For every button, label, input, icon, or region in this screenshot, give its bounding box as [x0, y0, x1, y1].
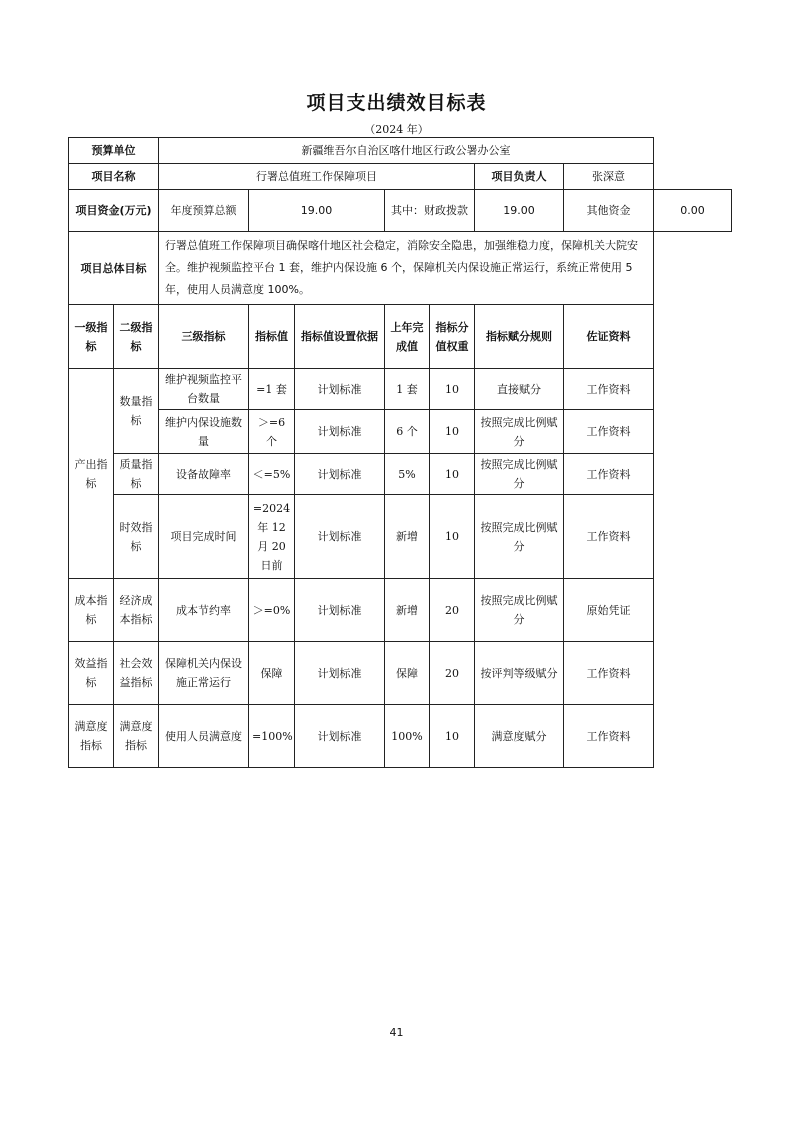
col-weight: 指标分值权重: [430, 305, 475, 369]
evidence-cell: 工作资料: [564, 642, 654, 705]
group-quantity: 数量指标: [114, 369, 159, 454]
page-title: 项目支出绩效目标表: [306, 92, 487, 114]
col-last-year: 上年完成值: [385, 305, 430, 369]
rule-cell: 按照完成比例赋分: [475, 495, 564, 579]
col-rule: 指标赋分规则: [475, 305, 564, 369]
value-cell: =100%: [249, 705, 295, 768]
value-cell: =2024 年 12 月 20 日前: [249, 495, 295, 579]
project-name-label: 项目名称: [69, 164, 159, 190]
rule-cell: 按评判等级赋分: [475, 642, 564, 705]
value-cell: =1 套: [249, 369, 295, 410]
table-row: [69, 705, 732, 768]
project-name-row: [69, 164, 732, 190]
value-cell: 保障: [249, 642, 295, 705]
basis-cell: 计划标准: [295, 454, 385, 495]
group-quality: 质量指标: [114, 454, 159, 495]
basis-cell: 计划标准: [295, 495, 385, 579]
table-row: [69, 579, 732, 642]
weight-cell: 10: [430, 369, 475, 410]
year-label: （2024 年）: [364, 123, 429, 136]
project-name-value: 行署总值班工作保障项目: [159, 164, 475, 190]
evidence-cell: 工作资料: [564, 454, 654, 495]
basis-cell: 计划标准: [295, 642, 385, 705]
group-timeliness: 时效指标: [114, 495, 159, 579]
indicator-cell: 设备故障率: [159, 454, 249, 495]
group-benefit: 效益指标: [69, 642, 114, 705]
group-satisfaction: 满意度指标: [69, 705, 114, 768]
group-satisfaction-sub: 满意度指标: [114, 705, 159, 768]
other-funds-value: 0.00: [654, 190, 732, 232]
table-row: [69, 495, 732, 579]
last-year-cell: 1 套: [385, 369, 430, 410]
basis-cell: 计划标准: [295, 410, 385, 454]
basis-cell: 计划标准: [295, 369, 385, 410]
evidence-cell: 工作资料: [564, 369, 654, 410]
last-year-cell: 100%: [385, 705, 430, 768]
goal-row: [69, 232, 732, 305]
table-row: [69, 642, 732, 705]
indicator-cell: 使用人员满意度: [159, 705, 249, 768]
indicator-cell: 项目完成时间: [159, 495, 249, 579]
basis-cell: 计划标准: [295, 705, 385, 768]
last-year-cell: 新增: [385, 495, 430, 579]
weight-cell: 10: [430, 410, 475, 454]
fiscal-value: 19.00: [475, 190, 564, 232]
evidence-cell: 工作资料: [564, 705, 654, 768]
last-year-cell: 新增: [385, 579, 430, 642]
weight-cell: 10: [430, 495, 475, 579]
funds-row: [69, 190, 732, 232]
rule-cell: 按照完成比例赋分: [475, 454, 564, 495]
other-funds-label: 其他资金: [564, 190, 654, 232]
col-basis: 指标值设置依据: [295, 305, 385, 369]
unit-label: 预算单位: [69, 138, 159, 164]
basis-cell: 计划标准: [295, 579, 385, 642]
col-level3: 三级指标: [159, 305, 249, 369]
value-cell: ＜=5%: [249, 454, 295, 495]
annual-budget-label: 年度预算总额: [159, 190, 249, 232]
indicator-cell: 保障机关内保设施正常运行: [159, 642, 249, 705]
project-owner-label: 项目负责人: [475, 164, 564, 190]
last-year-cell: 保障: [385, 642, 430, 705]
value-cell: ＞=6 个: [249, 410, 295, 454]
rule-cell: 按照完成比例赋分: [475, 410, 564, 454]
project-owner-value: 张深意: [564, 164, 654, 190]
weight-cell: 10: [430, 705, 475, 768]
funds-label: 项目资金(万元): [69, 190, 159, 232]
col-evidence: 佐证资料: [564, 305, 654, 369]
weight-cell: 10: [430, 454, 475, 495]
goal-label: 项目总体目标: [69, 232, 159, 305]
indicator-cell: 维护视频监控平台数量: [159, 369, 249, 410]
weight-cell: 20: [430, 642, 475, 705]
unit-row: [69, 138, 732, 164]
indicator-cell: 成本节约率: [159, 579, 249, 642]
rule-cell: 按照完成比例赋分: [475, 579, 564, 642]
goal-value: 行署总值班工作保障项目确保喀什地区社会稳定，消除安全隐患，加强维稳力度，保障机关大院安全。维护视频监控平台 1 套，维护内保设施 6 个，保障机关内保设施正常运行，系统正常使用 5 年，使用人员满意度 100%。: [159, 232, 654, 305]
fiscal-label: 其中：财政拨款: [385, 190, 475, 232]
group-econ-cost: 经济成本指标: [114, 579, 159, 642]
group-social-benefit: 社会效益指标: [114, 642, 159, 705]
indicator-cell: 维护内保设施数量: [159, 410, 249, 454]
column-header-row: [69, 305, 732, 369]
evidence-cell: 工作资料: [564, 410, 654, 454]
performance-table: [68, 137, 732, 768]
rule-cell: 直接赋分: [475, 369, 564, 410]
evidence-cell: 原始凭证: [564, 579, 654, 642]
page-number: 41: [389, 1026, 404, 1039]
group-output: 产出指标: [69, 369, 114, 579]
last-year-cell: 5%: [385, 454, 430, 495]
evidence-cell: 工作资料: [564, 495, 654, 579]
table-row: [69, 454, 732, 495]
unit-value: 新疆维吾尔自治区喀什地区行政公署办公室: [159, 138, 654, 164]
table-row: [69, 369, 732, 410]
group-cost: 成本指标: [69, 579, 114, 642]
annual-budget-value: 19.00: [249, 190, 385, 232]
weight-cell: 20: [430, 579, 475, 642]
rule-cell: 满意度赋分: [475, 705, 564, 768]
last-year-cell: 6 个: [385, 410, 430, 454]
col-level2: 二级指标: [114, 305, 159, 369]
col-level1: 一级指标: [69, 305, 114, 369]
value-cell: ＞=0%: [249, 579, 295, 642]
table-row: [69, 410, 732, 454]
col-value: 指标值: [249, 305, 295, 369]
